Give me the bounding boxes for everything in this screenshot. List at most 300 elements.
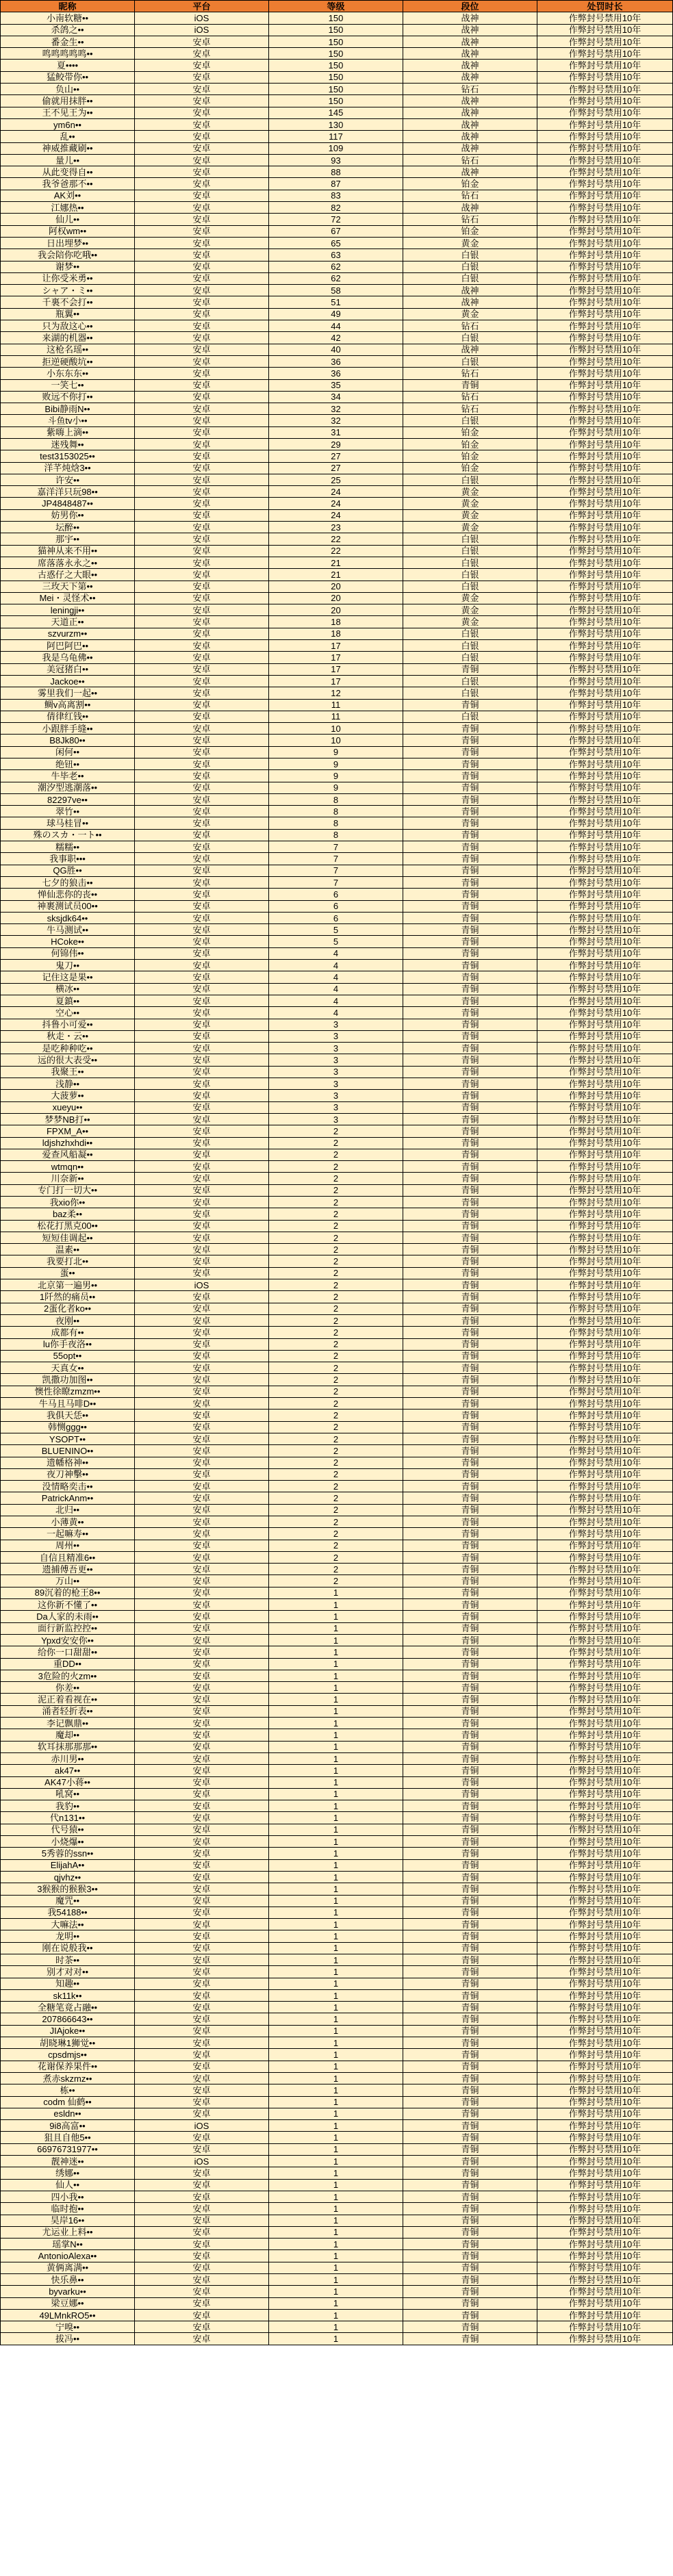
cell-platform: 安卓 — [135, 1599, 269, 1611]
cell-level: 1 — [269, 2239, 403, 2250]
cell-rank: 青铜 — [403, 758, 537, 770]
cell-level: 2 — [269, 1575, 403, 1587]
cell-penalty: 作弊封号禁用10年 — [537, 557, 673, 568]
cell-level: 2 — [269, 1161, 403, 1173]
cell-rank: 青铜 — [403, 1966, 537, 1978]
cell-rank: 白银 — [403, 355, 537, 367]
cell-penalty: 作弊封号禁用10年 — [537, 2049, 673, 2061]
cell-rank: 战神 — [403, 95, 537, 107]
cell-level: 1 — [269, 2333, 403, 2345]
cell-platform: 安卓 — [135, 2297, 269, 2309]
cell-rank: 青铜 — [403, 1871, 537, 1883]
cell-platform: 安卓 — [135, 84, 269, 95]
cell-penalty: 作弊封号禁用10年 — [537, 699, 673, 711]
cell-platform: 安卓 — [135, 438, 269, 450]
cell-platform: 安卓 — [135, 1468, 269, 1480]
cell-nickname: 拔冯•• — [1, 2333, 135, 2345]
cell-nickname: 我要打北•• — [1, 1255, 135, 1267]
table-row — [1, 1741, 673, 1752]
cell-rank: 青铜 — [403, 1161, 537, 1173]
cell-level: 40 — [269, 344, 403, 355]
cell-rank: 青铜 — [403, 960, 537, 971]
table-row — [1, 1457, 673, 1468]
cell-rank: 青铜 — [403, 1220, 537, 1232]
cell-platform: 安卓 — [135, 2025, 269, 2037]
cell-rank: 战神 — [403, 12, 537, 24]
cell-penalty: 作弊封号禁用10年 — [537, 1481, 673, 1492]
cell-level: 2 — [269, 1173, 403, 1184]
cell-rank: 青铜 — [403, 1244, 537, 1255]
cell-platform: 安卓 — [135, 1919, 269, 1930]
cell-penalty: 作弊封号禁用10年 — [537, 841, 673, 853]
cell-rank: 青铜 — [403, 1516, 537, 1528]
cell-level: 150 — [269, 60, 403, 71]
cell-level: 2 — [269, 1327, 403, 1338]
cell-nickname: 1阡然的痛员•• — [1, 1291, 135, 1303]
table-row — [1, 675, 673, 687]
cell-nickname: 是吃种种吃•• — [1, 1043, 135, 1054]
cell-level: 9 — [269, 746, 403, 758]
table-row — [1, 1788, 673, 1800]
cell-level: 1 — [269, 2132, 403, 2143]
cell-level: 1 — [269, 2274, 403, 2286]
cell-platform: 安卓 — [135, 557, 269, 568]
cell-nickname: 让你受米勇•• — [1, 272, 135, 284]
cell-level: 2 — [269, 1445, 403, 1457]
cell-level: 20 — [269, 592, 403, 604]
cell-nickname: 古惑仔之大眼•• — [1, 569, 135, 581]
cell-rank: 青铜 — [403, 1279, 537, 1291]
table-row — [1, 2203, 673, 2215]
table-row — [1, 1646, 673, 1658]
cell-nickname: 温素•• — [1, 1244, 135, 1255]
cell-platform: 安卓 — [135, 1978, 269, 1989]
cell-penalty: 作弊封号禁用10年 — [537, 675, 673, 687]
cell-platform: 安卓 — [135, 1516, 269, 1528]
cell-platform: 安卓 — [135, 1930, 269, 1942]
cell-level: 44 — [269, 320, 403, 332]
cell-penalty: 作弊封号禁用10年 — [537, 1327, 673, 1338]
cell-level: 1 — [269, 2167, 403, 2179]
cell-platform: 安卓 — [135, 225, 269, 237]
cell-rank: 青铜 — [403, 889, 537, 900]
cell-level: 3 — [269, 1101, 403, 1113]
cell-penalty: 作弊封号禁用10年 — [537, 652, 673, 663]
cell-nickname: 我是乌龟佛•• — [1, 652, 135, 663]
cell-level: 1 — [269, 2061, 403, 2072]
cell-level: 6 — [269, 912, 403, 923]
table-row — [1, 1327, 673, 1338]
table-row — [1, 592, 673, 604]
table-row — [1, 900, 673, 912]
cell-level: 4 — [269, 995, 403, 1006]
cell-level: 2 — [269, 1504, 403, 1516]
cell-rank: 青铜 — [403, 2286, 537, 2297]
cell-rank: 青铜 — [403, 2250, 537, 2262]
cell-rank: 青铜 — [403, 1930, 537, 1942]
table-row — [1, 1776, 673, 1788]
cell-platform: 安卓 — [135, 1528, 269, 1540]
cell-level: 1 — [269, 1729, 403, 1741]
cell-nickname: 55opt•• — [1, 1350, 135, 1362]
cell-nickname: AK47小蒋•• — [1, 1776, 135, 1788]
cell-rank: 青铜 — [403, 2239, 537, 2250]
cell-rank: 青铜 — [403, 1622, 537, 1634]
cell-penalty: 作弊封号禁用10年 — [537, 2262, 673, 2273]
cell-nickname: baz柔•• — [1, 1208, 135, 1220]
cell-rank: 青铜 — [403, 1066, 537, 1077]
cell-penalty: 作弊封号禁用10年 — [537, 770, 673, 782]
cell-nickname: 栋•• — [1, 2084, 135, 2096]
cell-penalty: 作弊封号禁用10年 — [537, 2143, 673, 2155]
cell-nickname: 江娜热•• — [1, 202, 135, 214]
cell-platform: 安卓 — [135, 924, 269, 936]
cell-rank: 青铜 — [403, 1599, 537, 1611]
cell-rank: 白银 — [403, 545, 537, 557]
cell-platform: 安卓 — [135, 1314, 269, 1326]
cell-level: 31 — [269, 426, 403, 438]
table-row — [1, 1007, 673, 1019]
cell-nickname: 嘉洋洋只玩98•• — [1, 486, 135, 498]
table-row — [1, 1942, 673, 1954]
cell-platform: 安卓 — [135, 947, 269, 959]
table-row — [1, 24, 673, 36]
cell-level: 2 — [269, 1244, 403, 1255]
cell-level: 9 — [269, 770, 403, 782]
cell-nickname: 韩恻ggg•• — [1, 1421, 135, 1433]
cell-level: 1 — [269, 1812, 403, 1824]
cell-platform: 安卓 — [135, 166, 269, 178]
cell-platform: 安卓 — [135, 1907, 269, 1918]
table-row — [1, 214, 673, 225]
cell-platform: 安卓 — [135, 2333, 269, 2345]
cell-platform: 安卓 — [135, 95, 269, 107]
cell-rank: 青铜 — [403, 1232, 537, 1243]
cell-nickname: 阿权wm•• — [1, 225, 135, 237]
cell-platform: 安卓 — [135, 1729, 269, 1741]
cell-penalty: 作弊封号禁用10年 — [537, 1966, 673, 1978]
cell-level: 2 — [269, 1220, 403, 1232]
cell-platform: 安卓 — [135, 2179, 269, 2191]
cell-rank: 青铜 — [403, 1421, 537, 1433]
table-row — [1, 1694, 673, 1705]
cell-nickname: 谢梦•• — [1, 261, 135, 272]
table-row — [1, 1634, 673, 1646]
cell-platform: 安卓 — [135, 2002, 269, 2013]
cell-penalty: 作弊封号禁用10年 — [537, 2084, 673, 2096]
cell-penalty: 作弊封号禁用10年 — [537, 498, 673, 509]
cell-rank: 青铜 — [403, 1019, 537, 1030]
cell-nickname: 杀鸽之•• — [1, 24, 135, 36]
cell-level: 2 — [269, 1314, 403, 1326]
cell-platform: 安卓 — [135, 486, 269, 498]
table-row — [1, 2297, 673, 2309]
cell-rank: 青铜 — [403, 1752, 537, 1764]
table-row — [1, 2013, 673, 2025]
table-row — [1, 983, 673, 995]
cell-penalty: 作弊封号禁用10年 — [537, 1314, 673, 1326]
cell-platform: 安卓 — [135, 1244, 269, 1255]
cell-platform: 安卓 — [135, 876, 269, 888]
cell-platform: 安卓 — [135, 581, 269, 592]
cell-rank: 青铜 — [403, 1776, 537, 1788]
cell-level: 93 — [269, 154, 403, 166]
cell-level: 1 — [269, 2072, 403, 2084]
cell-nickname: 煮赤skzmz•• — [1, 2072, 135, 2084]
cell-rank: 青铜 — [403, 1410, 537, 1421]
cell-nickname: 仙儿•• — [1, 214, 135, 225]
cell-penalty: 作弊封号禁用10年 — [537, 166, 673, 178]
cell-rank: 青铜 — [403, 2309, 537, 2321]
cell-rank: 青铜 — [403, 2013, 537, 2025]
cell-platform: 安卓 — [135, 1398, 269, 1410]
cell-platform: 安卓 — [135, 2037, 269, 2049]
cell-nickname: FPXM_A•• — [1, 1125, 135, 1137]
table-row — [1, 1611, 673, 1622]
cell-nickname: 球马桂冒•• — [1, 817, 135, 829]
cell-rank: 青铜 — [403, 995, 537, 1006]
cell-platform: 安卓 — [135, 2321, 269, 2333]
cell-level: 8 — [269, 829, 403, 841]
cell-platform: 安卓 — [135, 308, 269, 320]
cell-nickname: 来湖的机器•• — [1, 332, 135, 344]
cell-nickname: 北京第一遍男•• — [1, 1279, 135, 1291]
cell-platform: 安卓 — [135, 344, 269, 355]
cell-level: 8 — [269, 793, 403, 805]
cell-level: 24 — [269, 509, 403, 521]
cell-platform: 安卓 — [135, 1386, 269, 1397]
table-row — [1, 1551, 673, 1563]
cell-nickname: 小南软糖•• — [1, 12, 135, 24]
table-row — [1, 368, 673, 379]
cell-rank: 青铜 — [403, 2167, 537, 2179]
cell-nickname: 万山•• — [1, 1575, 135, 1587]
cell-penalty: 作弊封号禁用10年 — [537, 1741, 673, 1752]
cell-penalty: 作弊封号禁用10年 — [537, 995, 673, 1006]
cell-penalty: 作弊封号禁用10年 — [537, 1184, 673, 1196]
table-row — [1, 569, 673, 581]
cell-platform: 安卓 — [135, 2309, 269, 2321]
cell-nickname: 软耳抹那那那•• — [1, 1741, 135, 1752]
cell-level: 11 — [269, 711, 403, 722]
cell-penalty: 作弊封号禁用10年 — [537, 1564, 673, 1575]
cell-penalty: 作弊封号禁用10年 — [537, 2226, 673, 2238]
cell-penalty: 作弊封号禁用10年 — [537, 2167, 673, 2179]
cell-rank: 青铜 — [403, 2037, 537, 2049]
cell-platform: 安卓 — [135, 711, 269, 722]
table-row — [1, 1919, 673, 1930]
cell-rank: 青铜 — [403, 806, 537, 817]
cell-platform: 安卓 — [135, 1043, 269, 1054]
table-row — [1, 865, 673, 876]
cell-rank: 白银 — [403, 474, 537, 485]
cell-level: 2 — [269, 1184, 403, 1196]
cell-nickname: ElijahA•• — [1, 1859, 135, 1871]
cell-level: 7 — [269, 865, 403, 876]
table-row — [1, 415, 673, 426]
table-row — [1, 2239, 673, 2250]
cell-platform: 安卓 — [135, 1090, 269, 1101]
cell-platform: 安卓 — [135, 1788, 269, 1800]
cell-rank: 青铜 — [403, 2132, 537, 2143]
table-row — [1, 84, 673, 95]
table-row — [1, 1682, 673, 1694]
cell-penalty: 作弊封号禁用10年 — [537, 1800, 673, 1812]
cell-rank: 青铜 — [403, 1374, 537, 1386]
cell-nickname: 紫嗨上滴•• — [1, 426, 135, 438]
cell-platform: 安卓 — [135, 1184, 269, 1196]
cell-level: 2 — [269, 1255, 403, 1267]
cell-rank: 青铜 — [403, 2215, 537, 2226]
cell-level: 117 — [269, 131, 403, 142]
table-row — [1, 225, 673, 237]
cell-penalty: 作弊封号禁用10年 — [537, 450, 673, 462]
cell-level: 4 — [269, 1007, 403, 1019]
cell-penalty: 作弊封号禁用10年 — [537, 1137, 673, 1149]
cell-platform: 安卓 — [135, 1149, 269, 1160]
cell-rank: 青铜 — [403, 1824, 537, 1835]
table-row — [1, 936, 673, 947]
cell-platform: 安卓 — [135, 746, 269, 758]
cell-rank: 白银 — [403, 640, 537, 652]
table-row — [1, 2309, 673, 2321]
cell-platform: 安卓 — [135, 2049, 269, 2061]
cell-nickname: 我爷爸那不•• — [1, 178, 135, 190]
cell-rank: 青铜 — [403, 1054, 537, 1066]
cell-penalty: 作弊封号禁用10年 — [537, 1338, 673, 1350]
cell-rank: 青铜 — [403, 723, 537, 735]
cell-level: 2 — [269, 1398, 403, 1410]
cell-platform: 安卓 — [135, 403, 269, 415]
cell-level: 1 — [269, 1978, 403, 1989]
cell-penalty: 作弊封号禁用10年 — [537, 663, 673, 675]
cell-platform: 安卓 — [135, 332, 269, 344]
cell-penalty: 作弊封号禁用10年 — [537, 1054, 673, 1066]
cell-rank: 钻石 — [403, 368, 537, 379]
cell-platform: 安卓 — [135, 829, 269, 841]
cell-level: 150 — [269, 48, 403, 60]
cell-platform: 安卓 — [135, 154, 269, 166]
cell-rank: 青铜 — [403, 1433, 537, 1444]
cell-nickname: 蛋•• — [1, 1267, 135, 1279]
cell-nickname: 昊岸16•• — [1, 2215, 135, 2226]
cell-nickname: 小跟胖手缝•• — [1, 723, 135, 735]
cell-level: 2 — [269, 1386, 403, 1397]
cell-level: 67 — [269, 225, 403, 237]
cell-level: 2 — [269, 1338, 403, 1350]
cell-nickname: cpsdmjs•• — [1, 2049, 135, 2061]
cell-nickname: 李记飘鼎•• — [1, 1718, 135, 1729]
table-row — [1, 1989, 673, 2001]
cell-rank: 青铜 — [403, 2156, 537, 2167]
cell-nickname: 大嘛法•• — [1, 1919, 135, 1930]
cell-nickname: 番金生•• — [1, 36, 135, 47]
cell-penalty: 作弊封号禁用10年 — [537, 272, 673, 284]
cell-rank: 黄金 — [403, 509, 537, 521]
cell-nickname: 抖鲁小可爱•• — [1, 1019, 135, 1030]
cell-level: 83 — [269, 190, 403, 201]
cell-rank: 青铜 — [403, 1611, 537, 1622]
cell-level: 1 — [269, 2002, 403, 2013]
header-penalty: 处罚时长 — [537, 1, 673, 12]
cell-nickname: 夜刀神擊•• — [1, 1468, 135, 1480]
cell-rank: 铂金 — [403, 438, 537, 450]
cell-rank: 青铜 — [403, 1989, 537, 2001]
cell-level: 1 — [269, 2013, 403, 2025]
cell-penalty: 作弊封号禁用10年 — [537, 912, 673, 923]
cell-nickname: 207866643•• — [1, 2013, 135, 2025]
cell-rank: 青铜 — [403, 1741, 537, 1752]
cell-penalty: 作弊封号禁用10年 — [537, 12, 673, 24]
cell-nickname: ak47•• — [1, 1765, 135, 1776]
cell-level: 2 — [269, 1362, 403, 1374]
cell-nickname: ym6n•• — [1, 118, 135, 130]
cell-penalty: 作弊封号禁用10年 — [537, 876, 673, 888]
table-row — [1, 947, 673, 959]
cell-nickname: 倩律红钱•• — [1, 711, 135, 722]
cell-platform: 安卓 — [135, 1303, 269, 1314]
table-row — [1, 237, 673, 248]
cell-platform: 安卓 — [135, 2084, 269, 2096]
cell-rank: 青铜 — [403, 1694, 537, 1705]
cell-rank: 钻石 — [403, 154, 537, 166]
cell-nickname: JIAjoke•• — [1, 2025, 135, 2037]
table-row — [1, 308, 673, 320]
cell-penalty: 作弊封号禁用10年 — [537, 2025, 673, 2037]
cell-level: 29 — [269, 438, 403, 450]
cell-nickname: 狙且自他5•• — [1, 2132, 135, 2143]
cell-rank: 青铜 — [403, 1303, 537, 1314]
cell-penalty: 作弊封号禁用10年 — [537, 723, 673, 735]
cell-platform: 安卓 — [135, 2191, 269, 2202]
table-row — [1, 48, 673, 60]
cell-nickname: 我事职••• — [1, 853, 135, 865]
cell-penalty: 作弊封号禁用10年 — [537, 947, 673, 959]
cell-penalty: 作弊封号禁用10年 — [537, 1445, 673, 1457]
cell-rank: 青铜 — [403, 2191, 537, 2202]
cell-platform: 安卓 — [135, 1113, 269, 1125]
cell-rank: 青铜 — [403, 770, 537, 782]
cell-platform: 安卓 — [135, 675, 269, 687]
cell-nickname: 靓神迷•• — [1, 2156, 135, 2167]
table-row — [1, 261, 673, 272]
cell-platform: 安卓 — [135, 1054, 269, 1066]
cell-platform: 安卓 — [135, 2215, 269, 2226]
table-row — [1, 1054, 673, 1066]
cell-platform: 安卓 — [135, 36, 269, 47]
cell-platform: 安卓 — [135, 60, 269, 71]
cell-penalty: 作弊封号禁用10年 — [537, 2156, 673, 2167]
cell-penalty: 作弊封号禁用10年 — [537, 1090, 673, 1101]
table-row — [1, 628, 673, 639]
cell-rank: 战神 — [403, 48, 537, 60]
cell-rank: 青铜 — [403, 1670, 537, 1681]
cell-nickname: qjvhz•• — [1, 1871, 135, 1883]
cell-level: 1 — [269, 1752, 403, 1764]
table-row — [1, 746, 673, 758]
cell-rank: 青铜 — [403, 2226, 537, 2238]
cell-rank: 青铜 — [403, 1942, 537, 1954]
table-row — [1, 1043, 673, 1054]
table-row — [1, 1137, 673, 1149]
cell-platform: 安卓 — [135, 652, 269, 663]
table-row — [1, 995, 673, 1006]
cell-level: 9 — [269, 758, 403, 770]
cell-platform: 安卓 — [135, 474, 269, 485]
cell-penalty: 作弊封号禁用10年 — [537, 2108, 673, 2119]
table-row — [1, 1267, 673, 1279]
cell-penalty: 作弊封号禁用10年 — [537, 1398, 673, 1410]
